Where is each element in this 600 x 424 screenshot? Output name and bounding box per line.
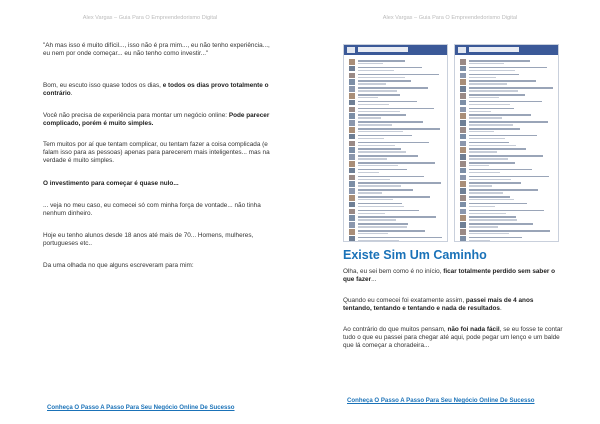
comment-text-line: [469, 121, 548, 123]
comment-meta-line: [358, 90, 397, 91]
comment-text-line: [469, 196, 510, 198]
facebook-logo-icon: [458, 47, 466, 53]
avatar: [349, 141, 355, 147]
comment-meta-line: [358, 185, 401, 186]
comment-text-line: [358, 169, 407, 171]
comment-meta-line: [358, 226, 407, 227]
avatar: [460, 86, 466, 92]
right-paragraph-1-bold: ficar totalmente perdido sem saber o que fazer: [343, 268, 556, 284]
comment-text-line: [469, 182, 521, 184]
comment-meta-line: [358, 131, 403, 132]
comment-text-line: [469, 162, 515, 164]
avatar: [460, 127, 466, 133]
avatar: [349, 188, 355, 194]
comment-meta-line: [469, 158, 508, 159]
comment-meta-line: [358, 206, 404, 207]
comment-meta-line: [358, 124, 392, 125]
footer-link-left[interactable]: Conheça O Passo A Passo Para Seu Negócio Online De Sucesso: [47, 404, 235, 411]
comment-meta-line: [469, 199, 514, 200]
avatar: [460, 229, 466, 235]
right-paragraph-3-bold: não foi nada fácil: [447, 326, 500, 333]
avatar: [349, 181, 355, 187]
facebook-bar: [455, 45, 558, 55]
comment-text-line: [358, 216, 436, 218]
avatar: [460, 113, 466, 119]
paragraph-1-bold: e todos os dias provo totalmente o contrário: [43, 82, 269, 98]
comment-text-line: [358, 80, 411, 82]
page-header-right: Alex Vargas – Guia Para O Empreendedorismo Digital: [382, 15, 518, 21]
avatar: [349, 222, 355, 228]
right-paragraph-2-text: Quando eu comecei foi exatamente assim,: [343, 297, 466, 304]
comment-meta-line: [358, 138, 384, 139]
comment-text-line: [358, 176, 424, 178]
avatar: [349, 79, 355, 85]
paragraph-5: ... veja no meu caso, eu comecei só com minha força de vontade... não tinha nenhum dinheiro.: [43, 202, 261, 218]
avatar: [460, 188, 466, 194]
comment-meta-line: [358, 240, 399, 241]
page-header-left: Alex Vargas – Guia Para O Empreendedorismo Digital: [82, 15, 218, 21]
avatar: [460, 195, 466, 201]
avatar: [460, 161, 466, 167]
comment-meta-line: [358, 117, 381, 118]
right-paragraph-3-text: Ao contrário do que muitos pensam,: [343, 326, 448, 333]
comment-meta-line: [358, 233, 388, 234]
comment-text-line: [358, 142, 429, 144]
avatar: [349, 147, 355, 153]
comment-meta-line: [469, 97, 499, 98]
avatar: [349, 236, 355, 242]
avatar: [349, 134, 355, 140]
comment-text-line: [358, 67, 422, 69]
avatar: [460, 215, 466, 221]
comment-text-line: [469, 60, 530, 62]
comment-meta-line: [358, 104, 389, 105]
avatar: [349, 73, 355, 79]
comment-text-line: [358, 196, 430, 198]
comment-meta-line: [358, 145, 395, 146]
avatar: [460, 66, 466, 72]
comment-meta-line: [469, 213, 506, 214]
comment-text-line: [358, 148, 401, 150]
comment-meta-line: [469, 138, 505, 139]
comment-meta-line: [469, 185, 492, 186]
avatar: [460, 181, 466, 187]
comment-text-line: [469, 128, 520, 130]
comment-text-line: [358, 121, 423, 123]
avatar: [349, 120, 355, 126]
testimonial-screenshot-1: [343, 44, 448, 242]
avatar: [349, 168, 355, 174]
avatar: [460, 93, 466, 99]
paragraph-2-text: Você não precisa de experiência para montar um negócio online:: [43, 112, 229, 119]
avatar: [349, 107, 355, 113]
comment-meta-line: [358, 97, 378, 98]
avatar: [460, 107, 466, 113]
comment-meta-line: [469, 165, 489, 166]
avatar: [460, 222, 466, 228]
comment-meta-line: [469, 90, 518, 91]
comment-text-line: [469, 148, 526, 150]
comment-meta-line: [469, 131, 494, 132]
comment-meta-line: [469, 117, 502, 118]
investment-bold: O investimento para começar é quase nulo...: [43, 180, 179, 187]
avatar: [349, 93, 355, 99]
avatar: [349, 215, 355, 221]
paragraph-2-bold: Pode parecer complicado, porém é muito simples.: [43, 112, 270, 128]
avatar: [460, 100, 466, 106]
comment-meta-line: [358, 172, 379, 173]
comment-text-line: [358, 94, 400, 96]
comment-meta-line: [358, 151, 406, 152]
comment-meta-line: [469, 111, 491, 112]
comment-text-line: [469, 108, 514, 110]
comment-text-line: [358, 223, 408, 225]
comment-text-line: [469, 176, 549, 178]
avatar: [349, 59, 355, 65]
avatar: [349, 66, 355, 72]
comment-text-line: [469, 87, 553, 89]
comment-text-line: [469, 169, 532, 171]
comment-meta-line: [358, 213, 385, 214]
testimonial-screenshot-2: [454, 44, 559, 242]
avatar: [460, 73, 466, 79]
comment-meta-line: [358, 192, 382, 193]
comment-meta-line: [358, 158, 387, 159]
comment-text-line: [469, 210, 544, 212]
comment-meta-line: [358, 165, 398, 166]
comment-text-line: [469, 216, 516, 218]
facebook-search-box: [358, 47, 408, 52]
avatar: [349, 202, 355, 208]
comment-text-line: [358, 74, 439, 76]
avatar: [349, 154, 355, 160]
paragraph-3: Tem muitos por aí que tentam complicar, ou tentam fazer a coisa complicada (e falam isso para as pessoas) apenas para parecerem mais inteligentes... mas na verdade é muito simples.: [43, 141, 270, 165]
right-paragraph-3-rest: , se eu fosse te contar tudo o que eu passei para chegar até aqui, pode pegar um lenço e um balde que lá começar a choradeira...: [343, 326, 563, 350]
avatar: [460, 59, 466, 65]
paragraph-6: Hoje eu tenho alunos desde 18 anos até mais de 70... Homens, mulheres, portugueses etc..: [43, 232, 254, 248]
avatar: [349, 113, 355, 119]
comment-meta-line: [358, 63, 383, 64]
comment-meta-line: [469, 104, 510, 105]
paragraph-1-end: .: [70, 90, 73, 98]
avatar: [460, 134, 466, 140]
comment-meta-line: [358, 111, 400, 112]
comment-meta-line: [358, 219, 396, 220]
comment-text-line: [469, 94, 525, 96]
comment-meta-line: [358, 70, 394, 71]
paragraph-2: [43, 112, 275, 128]
right-paragraph-2-bold: passei mais de 4 anos tentando, tentando e tentando e nada de resultados: [343, 297, 534, 313]
comment-text-line: [469, 237, 522, 239]
comment-meta-line: [469, 226, 498, 227]
avatar: [349, 195, 355, 201]
avatar: [460, 141, 466, 147]
comment-meta-line: [358, 83, 386, 84]
avatar: [349, 127, 355, 133]
footer-link-right[interactable]: Conheça O Passo A Passo Para Seu Negócio Online De Sucesso: [347, 397, 535, 404]
comment-text-line: [358, 128, 440, 130]
comment-meta-line: [469, 63, 504, 64]
comment-meta-line: [469, 83, 507, 84]
facebook-bar: [344, 45, 447, 55]
comment-text-line: [358, 203, 402, 205]
avatar: [460, 209, 466, 215]
comment-text-line: [469, 155, 543, 157]
comment-meta-line: [469, 219, 517, 220]
comment-text-line: [358, 210, 419, 212]
right-paragraph-3: [343, 326, 563, 351]
avatar: [460, 168, 466, 174]
comment-text-line: [469, 74, 519, 76]
comment-text-line: [358, 155, 418, 157]
comment-meta-line: [469, 124, 513, 125]
comment-meta-line: [469, 172, 500, 173]
comment-text-line: [358, 237, 442, 239]
comment-text-line: [469, 101, 542, 103]
facebook-search-box: [469, 47, 519, 52]
comment-text-line: [358, 230, 425, 232]
comment-row: [460, 236, 555, 242]
testimonial-quote: "Ah mas isso é muito difícil..., isso não é pra mim..., eu não tenho experiência..., eu nem por onde começar... eu não tenho como investir...": [43, 42, 270, 58]
comment-text-line: [358, 135, 412, 137]
avatar: [460, 120, 466, 126]
avatar: [349, 86, 355, 92]
comment-meta-line: [358, 199, 393, 200]
avatar: [460, 202, 466, 208]
comment-text-line: [358, 87, 428, 89]
avatar: [460, 175, 466, 181]
comment-meta-line: [469, 70, 515, 71]
avatar: [460, 154, 466, 160]
comment-text-line: [469, 80, 536, 82]
comment-meta-line: [469, 240, 490, 241]
right-paragraph-2: [343, 297, 563, 313]
comment-meta-line: [469, 151, 497, 152]
avatar: [349, 229, 355, 235]
comment-text-line: [469, 223, 533, 225]
comment-meta-line: [469, 179, 511, 180]
paragraph-7: Da uma olhada no que alguns escreveram para mim:: [43, 262, 194, 269]
comment-text-line: [358, 101, 417, 103]
right-paragraph-2-end: .: [499, 305, 502, 313]
comment-meta-line: [358, 77, 405, 78]
avatar: [349, 100, 355, 106]
comment-text-line: [358, 108, 434, 110]
comment-text-line: [469, 230, 550, 232]
right-paragraph-1: [343, 268, 563, 284]
comment-meta-line: [469, 77, 496, 78]
comment-text-line: [358, 182, 441, 184]
avatar: [349, 161, 355, 167]
comment-text-line: [469, 114, 531, 116]
avatar: [460, 236, 466, 242]
avatar: [460, 147, 466, 153]
comment-text-line: [469, 135, 537, 137]
comment-text-line: [469, 142, 509, 144]
comment-row: [349, 236, 444, 242]
right-paragraph-1-text: Olha, eu sei bem como é no início,: [343, 268, 444, 275]
avatar: [349, 175, 355, 181]
comment-text-line: [358, 162, 435, 164]
comment-meta-line: [469, 145, 516, 146]
comment-text-line: [469, 67, 547, 69]
comment-meta-line: [469, 206, 495, 207]
comment-text-line: [358, 114, 406, 116]
paragraph-1: [43, 82, 275, 98]
paragraph-1-text: Bom, eu escuto isso quase todos os dias,: [43, 82, 163, 89]
avatar: [349, 209, 355, 215]
comment-text-line: [358, 189, 413, 191]
right-paragraph-1-end: ...: [371, 276, 377, 284]
comment-text-line: [469, 203, 527, 205]
facebook-logo-icon: [347, 47, 355, 53]
paragraph-4: [43, 180, 275, 188]
comment-meta-line: [469, 233, 509, 234]
comment-text-line: [469, 189, 538, 191]
comment-meta-line: [469, 192, 503, 193]
section-heading: Existe Sim Um Caminho: [343, 248, 487, 262]
comment-text-line: [358, 60, 405, 62]
avatar: [460, 79, 466, 85]
comment-meta-line: [358, 179, 390, 180]
